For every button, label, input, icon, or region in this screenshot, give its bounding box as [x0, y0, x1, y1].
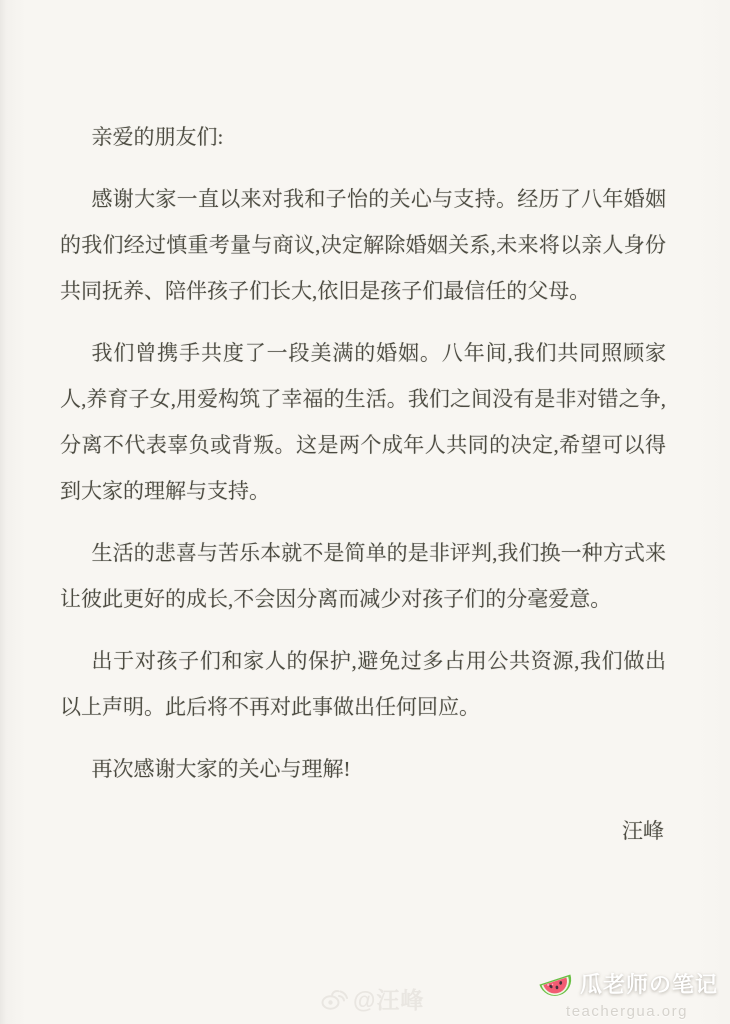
paragraph-5: 再次感谢大家的关心与理解!: [91, 757, 351, 781]
paragraph-3: 生活的悲喜与苦乐本就不是简单的是非评判,我们换一种方式来让彼此更好的成长,不会因分离而减少对孩子们的分毫爱意。: [60, 541, 666, 611]
statement-letter: [60, 114, 666, 854]
paragraph-1: 感谢大家一直以来对我和子怡的关心与支持。经历了八年婚姻的我们经过慎重考量与商议,决定解除婚姻关系,未来将以亲人身份共同抚养、陪伴孩子们长大,依旧是孩子们最信任的父母。: [60, 187, 666, 303]
weibo-handle: @汪峰: [353, 987, 425, 1013]
brand-url: teachergua.org: [566, 1003, 688, 1020]
signature: 汪峰: [622, 819, 664, 843]
watermelon-icon: [536, 964, 576, 1002]
paragraph-4: 出于对孩子们和家人的保护,避免过多占用公共资源,我们做出以上声明。此后将不再对此事做出任何回应。: [60, 649, 666, 719]
brand-watermark: [536, 964, 718, 1020]
salutation: 亲爱的朋友们:: [91, 125, 224, 149]
weibo-logo-icon: [320, 987, 348, 1011]
paragraph-2: 我们曾携手共度了一段美满的婚姻。八年间,我们共同照顾家人,养育子女,用爱构筑了幸福的生活。我们之间没有是非对错之争,分离不代表辜负或背叛。这是两个成年人共同的决定,希望可以得到大家的理解与支持。: [60, 341, 666, 503]
weibo-watermark: [320, 982, 424, 1015]
brand-row: [536, 964, 718, 1002]
brand-name: 瓜老师の笔记: [579, 971, 718, 997]
